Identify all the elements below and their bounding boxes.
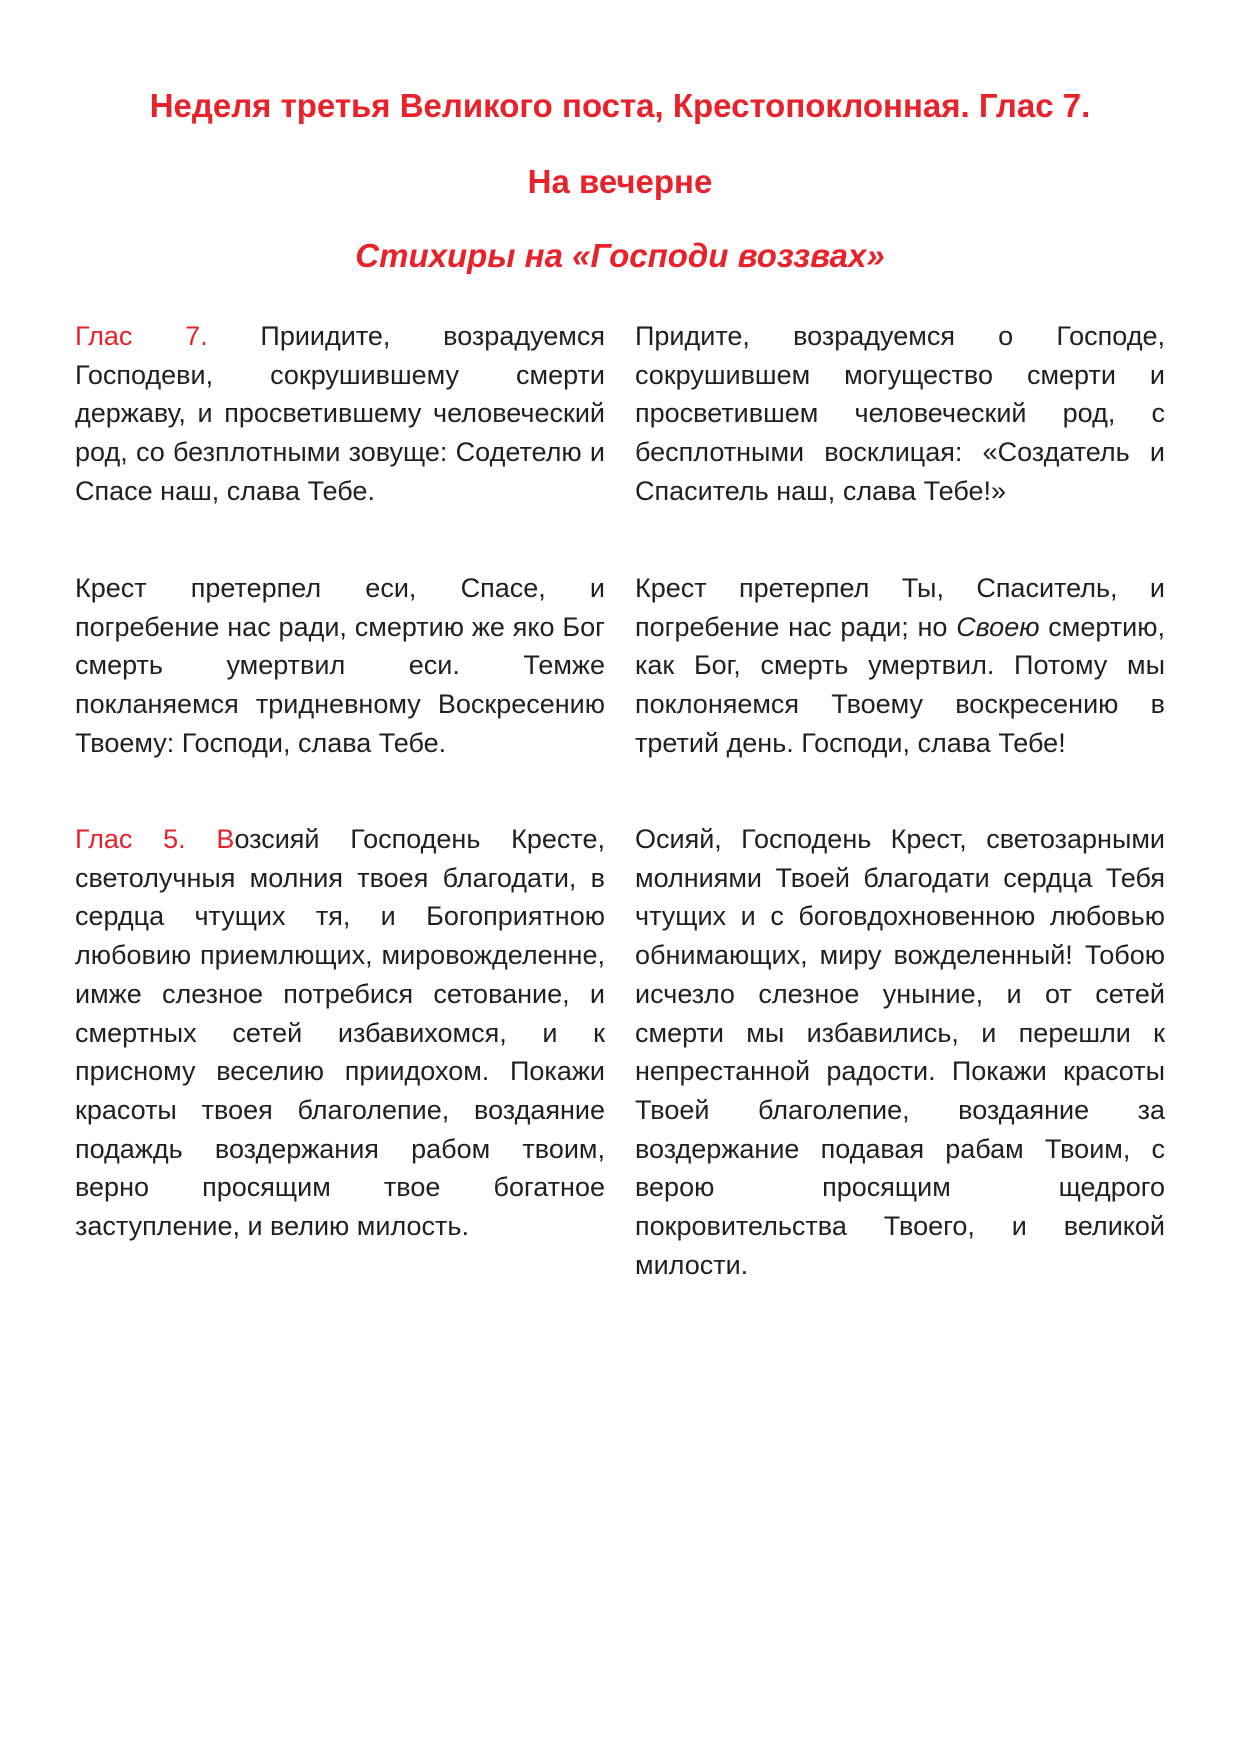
church-slavonic-body: озсияй Господень Кресте, светолучныя молния твоея благодати, в сердца чтущих тя, и Богоприятною любовию приемлющих, мировожделенне, имже слезное потребися сетование, и смертных сетей избавихомся, и к присному веселию приидохом. Покажи красоты твоея благолепие, воздаяние подаждь воздержания рабом твоим, верно просящим твое богатное заступление, и велию милость.: [75, 824, 606, 1242]
sticheron-row-1: [75, 317, 1165, 511]
sticheron-row-2: [75, 569, 1165, 763]
church-slavonic-text: [75, 820, 605, 1284]
church-slavonic-text: Крест претерпел еси, Спасе, и погребение нас ради, смертию же яко Бог смерть умертвил еси. Темже покланяемся тридневному Воскресению Твоему: Господи, слава Тебе.: [75, 573, 605, 758]
translation-part: Крест претерпел Ты, Спаситель, и погребение нас ради; но: [635, 573, 1165, 642]
page-title: Неделя третья Великого поста, Крестопоклонная. Глас 7.: [149, 87, 1091, 124]
service-subtitle: На вечерне: [527, 163, 713, 200]
translation-part: смертию, как Бог, смерть умертвил. Потому мы поклоняемся Твоему воскресению в третий день. Господи, слава Тебе!: [635, 611, 1165, 758]
translation-text: Осияй, Господень Крест, светозарными молниями Твоей благодати сердца Тебя чтущих и с боговдохновенною любовью обнимающих, миру вожделенный! Тобою исчезло слезное уныние, и от сетей смерти мы избавились, и перешли к непрестанной радости. Покажи красоты Твоей благолепие, воздаяние за воздержание подавая рабам Твоим, с верою просящим щедрого покровительства Твоего, и великой милости.: [635, 824, 1165, 1280]
church-slavonic-text: [75, 317, 605, 511]
translation-italic: Своею: [956, 611, 1040, 642]
tone-label: Глас 7.: [75, 321, 208, 351]
translation-text: [635, 569, 1165, 763]
church-slavonic-body: Приидите, возрадуемся Господеви, сокрушившему смерти державу, и просветившему человеческий род, со безплотными зовуще: Содетелю и Спасе наш, слава Тебе.: [75, 321, 605, 506]
sticheron-row-3: [75, 820, 1165, 1284]
tone-label: Глас 5. В: [75, 824, 235, 854]
translation-text: Придите, возрадуемся о Господе, сокрушившем могущество смерти и просветившем человеческий род, с бесплотными восклицая: «Создатель и Спаситель наш, слава Тебе!»: [635, 321, 1165, 506]
section-heading: Стихиры на «Господи воззвах»: [355, 237, 885, 274]
